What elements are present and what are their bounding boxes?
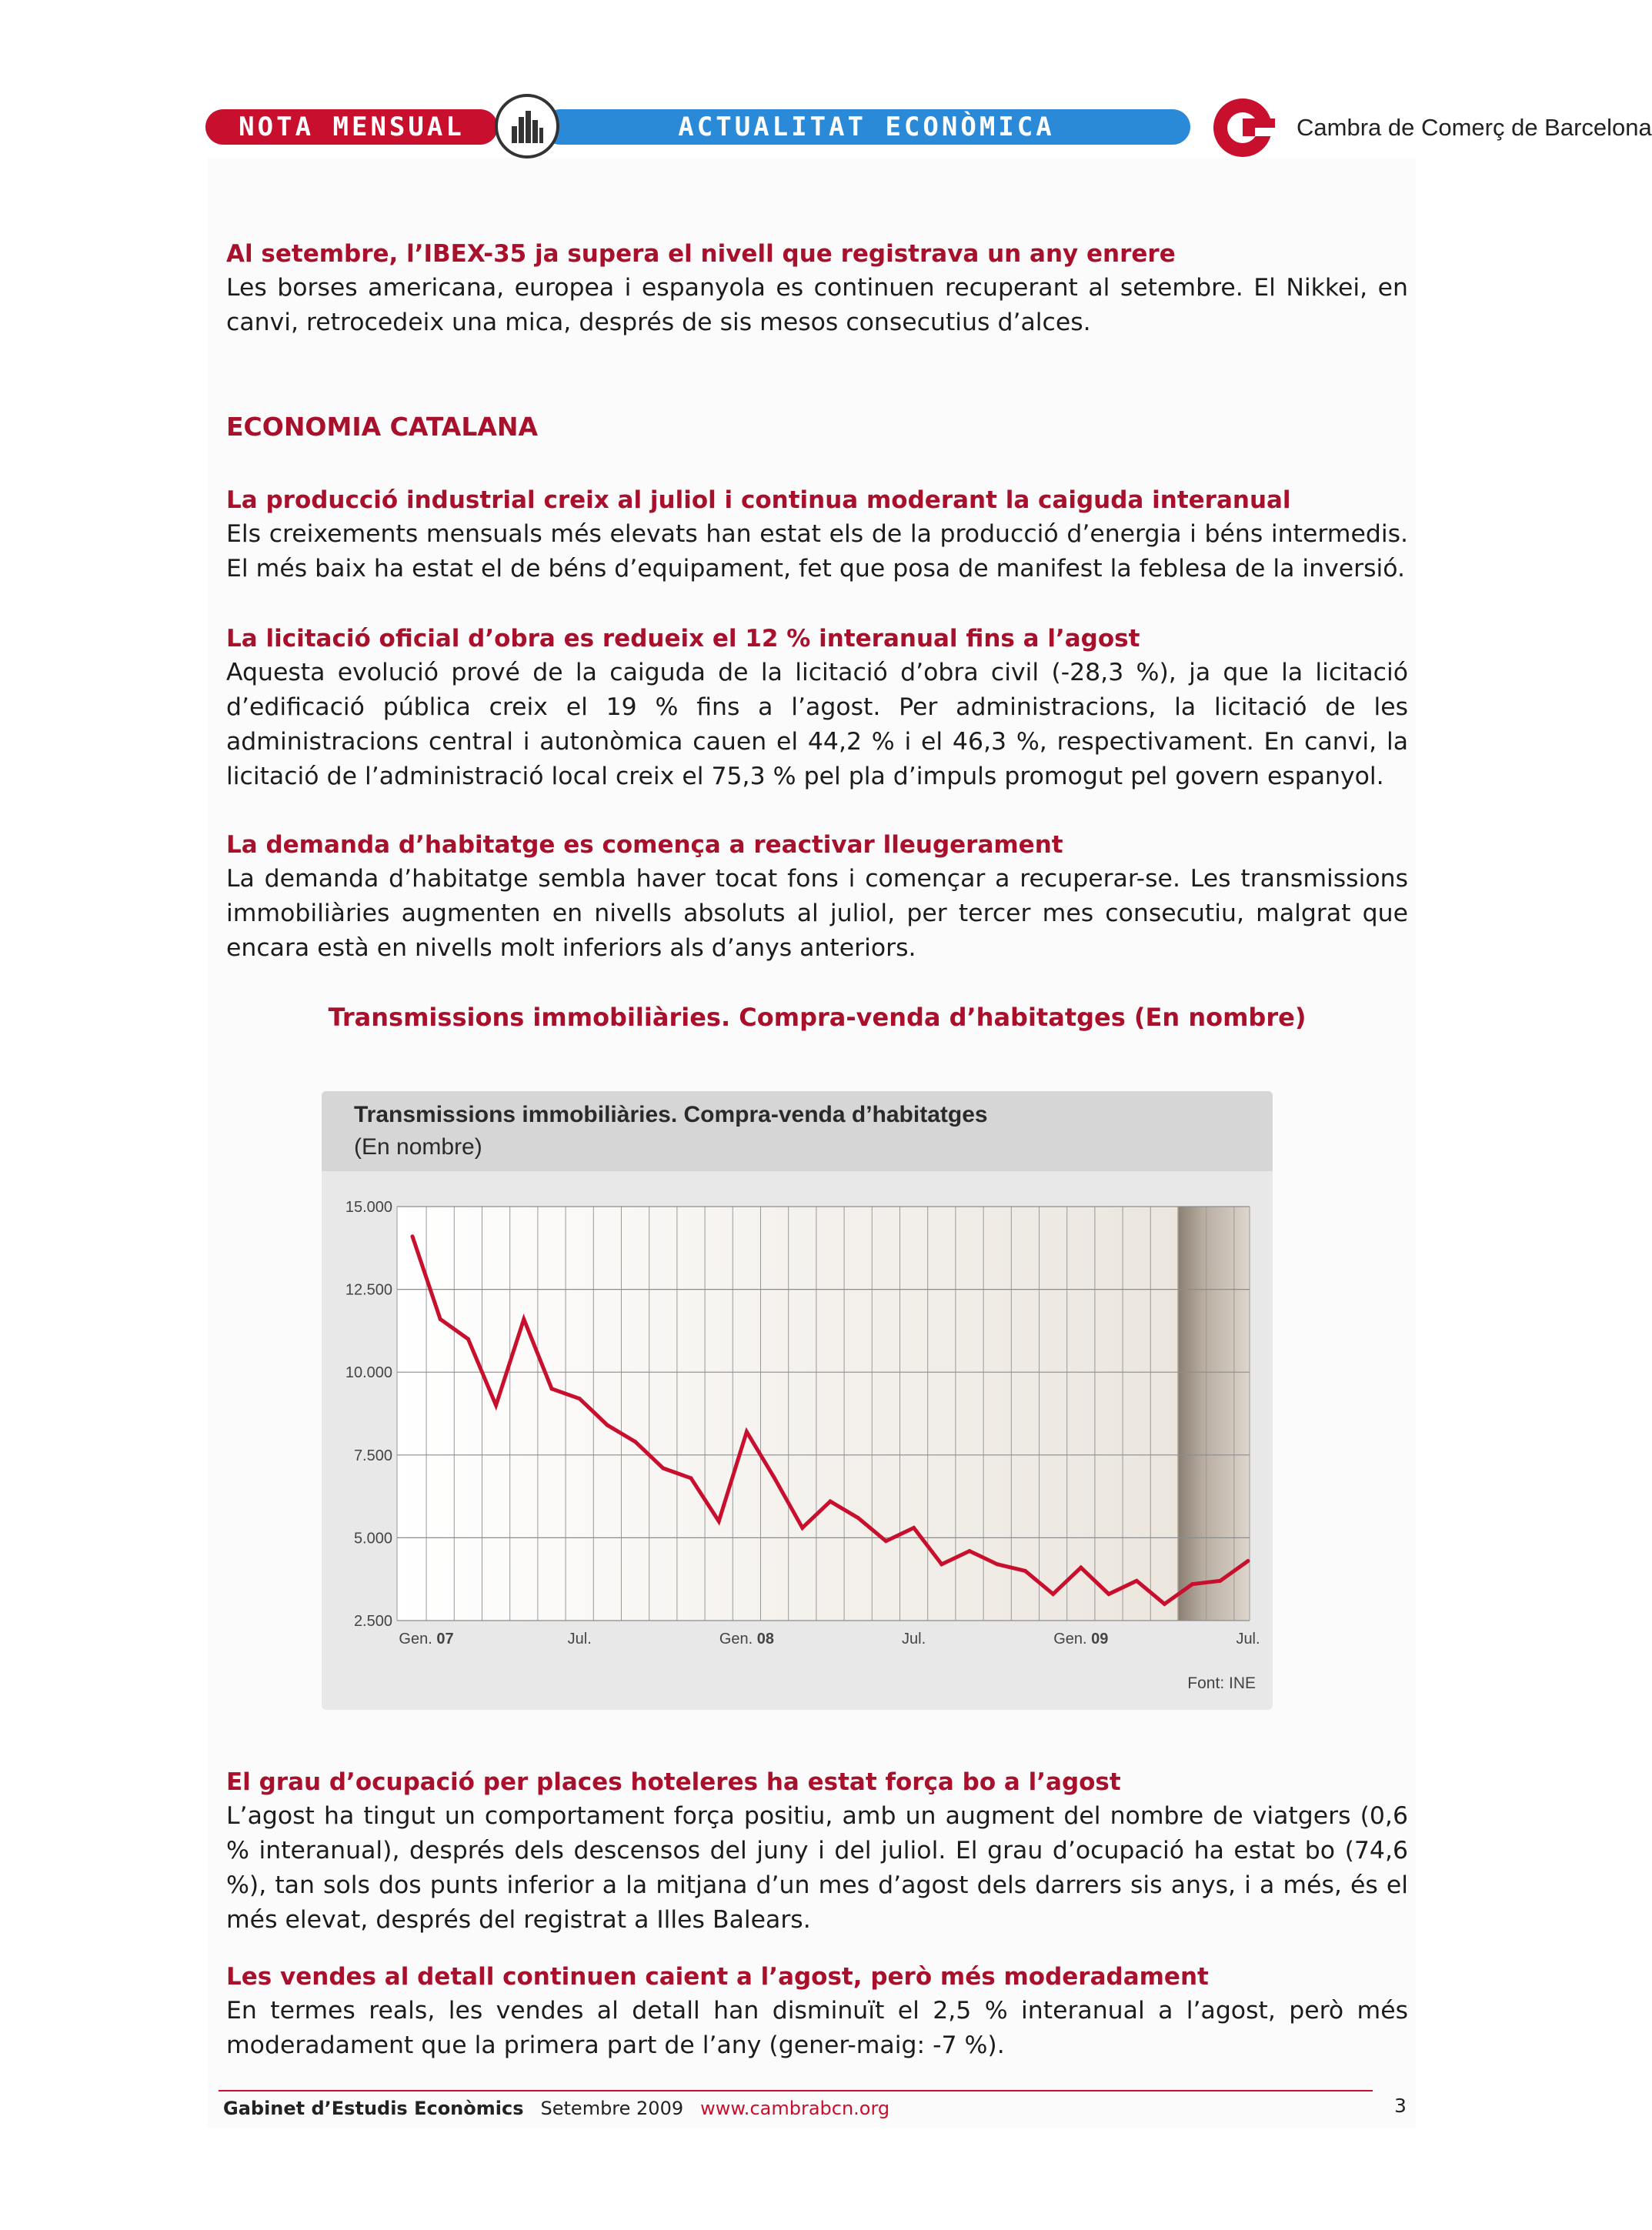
data-point: [411, 1234, 415, 1238]
data-point: [1051, 1592, 1055, 1596]
y-tick-label: 2.500: [353, 1613, 392, 1630]
x-tick-label: Jul.: [1236, 1631, 1260, 1647]
page-number: 3: [1394, 2095, 1407, 2117]
data-point: [494, 1404, 498, 1407]
data-point: [884, 1539, 888, 1543]
data-point: [578, 1397, 582, 1400]
footer-org: Gabinet d’Estudis Econòmics: [223, 2098, 524, 2119]
data-point: [606, 1424, 609, 1427]
footer-url[interactable]: www.cambrabcn.org: [700, 2098, 890, 2119]
data-point: [968, 1549, 972, 1553]
data-point: [550, 1387, 554, 1390]
licitacio-body: Aquesta evolució prové de la caiguda de la licitació d’obra civil (-28,3 %), ja que la licitació d’edificació pública creix el 19 % fins a l’agost. Per administracions, la licitació de les administracions central i autonòmica cauen el 44,2 % i el 46,3 %, respectivament. En canvi, la licitació de l’administració local creix el 75,3 % pel pla d’impuls promogut pel govern espanyol.: [226, 659, 1408, 790]
y-tick-label: 10.000: [345, 1364, 392, 1382]
data-point: [1107, 1592, 1111, 1596]
page-header: [204, 92, 1652, 163]
chart-title: Transmissions immobiliàries. Compra-venda d’habitatges: [354, 1102, 988, 1127]
data-point: [1190, 1582, 1194, 1586]
y-tick-label: 7.500: [353, 1447, 392, 1464]
data-point: [439, 1317, 442, 1321]
data-point: [522, 1317, 526, 1321]
section-title: [226, 410, 1408, 444]
economia-catalana-title: ECONOMIA CATALANA: [226, 412, 539, 442]
data-point: [661, 1467, 665, 1471]
ibex-body: Les borses americana, europea i espanyola es continuen recuperant al setembre. El Nikkei, en canvi, retrocedeix una mica, després de sis mesos consecutius d’alces.: [226, 274, 1408, 336]
industrial-heading: La producció industrial creix al juliol i continua moderant la caiguda interanual: [226, 486, 1291, 514]
x-tick-label: Jul.: [902, 1631, 926, 1647]
data-point: [829, 1500, 833, 1504]
x-tick-label: Jul.: [567, 1631, 592, 1647]
chart-subtitle: (En nombre): [354, 1134, 482, 1160]
x-tick-label: Gen. 07: [399, 1631, 454, 1647]
data-point: [996, 1562, 1000, 1566]
data-point: [717, 1519, 721, 1523]
data-point: [1163, 1602, 1166, 1606]
y-tick-label: 15.000: [345, 1199, 392, 1216]
data-point: [1247, 1559, 1250, 1563]
industrial-section: [226, 483, 1408, 586]
data-point: [633, 1440, 637, 1444]
vendes-heading: Les vendes al detall continuen caient a l’agost, però més moderadament: [226, 1963, 1209, 1991]
housing-chart: [322, 1091, 1273, 1710]
footer-date: Setembre 2009: [540, 2098, 684, 2119]
shaded-region: [1178, 1207, 1250, 1621]
data-point: [800, 1526, 804, 1530]
hoteleria-section: [226, 1765, 1408, 1938]
licitacio-heading: La licitació oficial d’obra es redueix el 12 % interanual fins a l’agost: [226, 625, 1140, 653]
brand-name: Cambra de Comerç de Barcelona: [1297, 114, 1652, 141]
habitatge-body: La demanda d’habitatge sembla haver tocat fons i començar a recuperar-se. Les transmissions immobiliàries augmenten en nivells absoluts al juliol, per tercer mes consecutiu, malgrat que encara està en nivells molt inferiors als d’anys anteriors.: [226, 865, 1408, 962]
habitatge-section: [226, 828, 1408, 966]
hoteleria-heading: El grau d’ocupació per places hoteleres ha estat força bo a l’agost: [226, 1768, 1121, 1796]
habitatge-heading: La demanda d’habitatge es comença a reactivar lleugerament: [226, 831, 1063, 859]
cambra-brand: [1212, 100, 1652, 155]
ibex-section: [226, 237, 1408, 340]
data-point: [689, 1476, 693, 1480]
ibex-heading: Al setembre, l’IBEX-35 ja supera el nivell que registrava un any enrere: [226, 240, 1176, 268]
industrial-body: Els creixements mensuals més elevats han estat els de la producció d’energia i béns intermedis. El més baix ha estat el de béns d’equipament, fet que posa de manifest la feblesa de la inversió.: [226, 520, 1408, 583]
y-tick-label: 12.500: [345, 1281, 392, 1299]
vendes-body: En termes reals, les vendes al detall han disminuït el 2,5 % interanual a l’agost, però més moderadament que la primera part de l’any (gener-maig: -7 %).: [226, 1997, 1408, 2059]
x-tick-label: Gen. 09: [1053, 1631, 1109, 1647]
footer-rule: [219, 2090, 1373, 2091]
x-tick-label: Gen. 08: [719, 1631, 774, 1647]
data-point: [912, 1526, 916, 1530]
y-tick-label: 5.000: [353, 1530, 392, 1547]
chart-caption: Transmissions immobiliàries. Compra-venda d’habitatges (En nombre): [328, 1003, 1307, 1032]
data-point: [856, 1516, 860, 1520]
data-point: [1218, 1579, 1222, 1583]
data-point: [939, 1562, 943, 1566]
data-point: [773, 1476, 776, 1480]
data-point: [745, 1430, 749, 1434]
actualitat-economica-label: ACTUALITAT ECONÒMICA: [542, 109, 1190, 145]
data-point: [1023, 1569, 1027, 1573]
data-point: [1135, 1579, 1139, 1583]
plot-area: [397, 1207, 1250, 1621]
chart-plot: [322, 1091, 1273, 1710]
nota-mensual-label: NOTA MENSUAL: [205, 109, 498, 145]
bar-chart-icon: [495, 94, 559, 159]
cambra-logo-icon: [1212, 97, 1281, 159]
vendes-section: [226, 1960, 1408, 2063]
licitacio-section: [226, 622, 1408, 794]
footer: [223, 2098, 889, 2119]
data-point: [466, 1337, 470, 1341]
hoteleria-body: L’agost ha tingut un comportament força positiu, amb un augment del nombre de viatgers (0,6 % interanual), després dels descensos del juny i del juliol. El grau d’ocupació ha estat bo (74,6 %), tan sols dos punts inferior a la mitjana d’un mes d’agost dels darrers sis anys, i a més, és el més elevat, després del registrat a Illes Balears.: [226, 1802, 1408, 1934]
data-point: [1079, 1566, 1083, 1570]
chart-source: Font: INE: [1187, 1674, 1256, 1692]
